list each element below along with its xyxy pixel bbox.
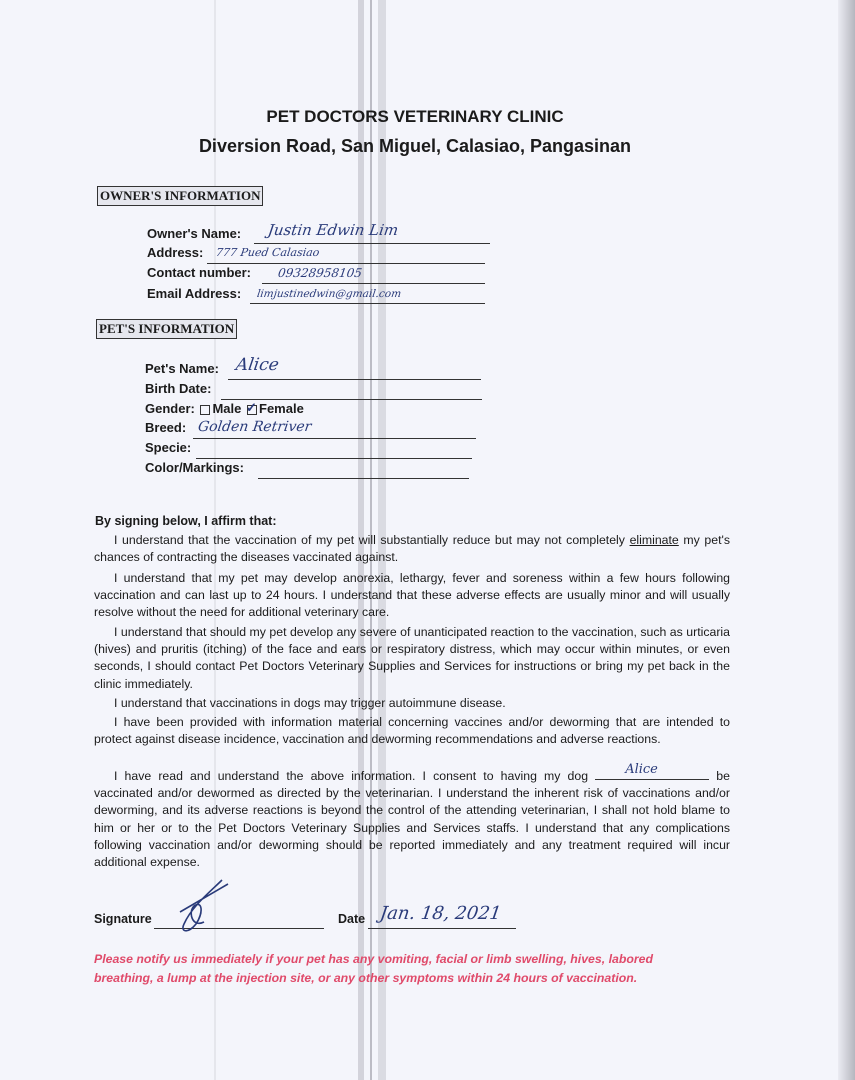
specie-label: Specie: <box>145 440 192 455</box>
affirm-p1-text-end: my pet's chances of contracting the diseases vaccinated against. <box>94 533 730 565</box>
affirm-p6-text: I have read and understand the above information. I consent to having my dog <box>114 769 596 783</box>
breed-value[interactable]: Golden Retriver <box>196 419 313 435</box>
contact-number-line <box>262 283 485 284</box>
pet-section-title: PET'S INFORMATION <box>96 319 237 339</box>
clinic-name: PET DOCTORS VETERINARY CLINIC <box>266 107 564 126</box>
pet-name-label: Pet's Name: <box>145 361 219 376</box>
contact-number-label: Contact number: <box>147 265 251 280</box>
gender-row <box>145 401 304 416</box>
affirm-paragraph-6 <box>94 762 730 871</box>
email-value[interactable]: limjustinedwin@gmail.com <box>256 288 402 300</box>
affirm-heading: By signing below, I affirm that: <box>95 514 277 528</box>
owner-name-line <box>254 243 490 244</box>
email-label: Email Address: <box>147 286 242 301</box>
dog-name-value[interactable]: Alice <box>625 762 658 777</box>
color-markings-label: Color/Markings: <box>145 460 244 475</box>
affirm-paragraph-3: I understand that should my pet develop any severe of unanticipated reaction to the vaccination, such as urticaria (hives) and pruritis (itching) of the face and ears or respiratory distress, which may occur within minutes, or even seconds, I should contact Pet Doctors Veterinary Supplies and Services for instructions or bring my pet back in the clinic immediately. <box>94 625 730 691</box>
birth-date-label: Birth Date: <box>145 381 212 396</box>
affirm-paragraph-2: I understand that my pet may develop anorexia, lethargy, fever and soreness within a few hours following vaccination and can last up to 24 hours. I understand that these adverse effects are usually minor and will usually resolve without the need for additional veterinary care. <box>94 571 730 620</box>
birth-date-line <box>221 399 482 400</box>
affirm-p1-text: I understand that the vaccination of my pet will substantially reduce but may not completely <box>114 533 630 547</box>
breed-label: Breed: <box>145 420 187 435</box>
owner-address-line <box>207 263 485 264</box>
female-checkbox[interactable] <box>246 399 257 415</box>
date-value[interactable]: Jan. 18, 2021 <box>378 903 503 924</box>
pet-name-line <box>228 379 481 380</box>
date-line <box>368 928 516 929</box>
dog-name-line <box>595 762 709 780</box>
clinic-address: Diversion Road, San Miguel, Calasiao, Pangasinan <box>198 136 632 156</box>
signature-label: Signature <box>94 912 152 926</box>
owner-section-title: OWNER'S INFORMATION <box>97 186 263 206</box>
male-label: Male <box>212 401 242 416</box>
affirm-p1-underlined: eliminate <box>629 533 679 547</box>
specie-line <box>196 458 472 459</box>
affirm-paragraph-1 <box>94 532 730 566</box>
owner-address-label: Address: <box>147 245 204 260</box>
owner-address-value[interactable]: 777 Pued Calasiao <box>215 246 321 259</box>
affirm-paragraph-5: I have been provided with information material concerning vaccines and/or deworming that are intended to protect against disease incidence, vaccination and deworming recommendations and adverse reactions. <box>94 715 730 747</box>
female-label: Female <box>259 401 304 416</box>
date-label: Date <box>338 912 366 926</box>
gender-label: Gender: <box>145 401 195 416</box>
affirm-p6-text-end: be vaccinated and/or dewormed as directed by the veterinarian. I understand the inherent risk of vaccinations and/or deworming, and its adverse reactions is beyond the control of the attending veterinarian, I shall not hold blame to him or her or to the Pet Doctors Veterinary Supplies and Services staffs. I understand that any complications following vaccination and/or deworming should be reported immediately and any treatment required will incur additional expense. <box>94 769 730 870</box>
breed-line <box>193 438 476 439</box>
post-vaccination-notice: Please notify us immediately if your pet has any vomiting, facial or limb swelling, hives, labored breathing, a lump at the injection site, or any other symptoms within 24 hours of vaccination. <box>94 952 653 985</box>
email-line <box>250 303 485 304</box>
color-markings-line <box>258 478 469 479</box>
owner-name-label: Owner's Name: <box>147 226 242 241</box>
handwritten-signature[interactable] <box>170 872 240 942</box>
male-checkbox[interactable] <box>200 405 210 415</box>
contact-number-value[interactable]: 09328958105 <box>277 266 363 280</box>
pet-name-value[interactable]: Alice <box>234 355 281 375</box>
check-icon: ✓ <box>246 399 257 415</box>
affirm-paragraph-4: I understand that vaccinations in dogs may trigger autoimmune disease. <box>114 696 506 710</box>
scan-edge <box>838 0 855 1080</box>
owner-name-value[interactable]: Justin Edwin Lim <box>266 221 400 239</box>
